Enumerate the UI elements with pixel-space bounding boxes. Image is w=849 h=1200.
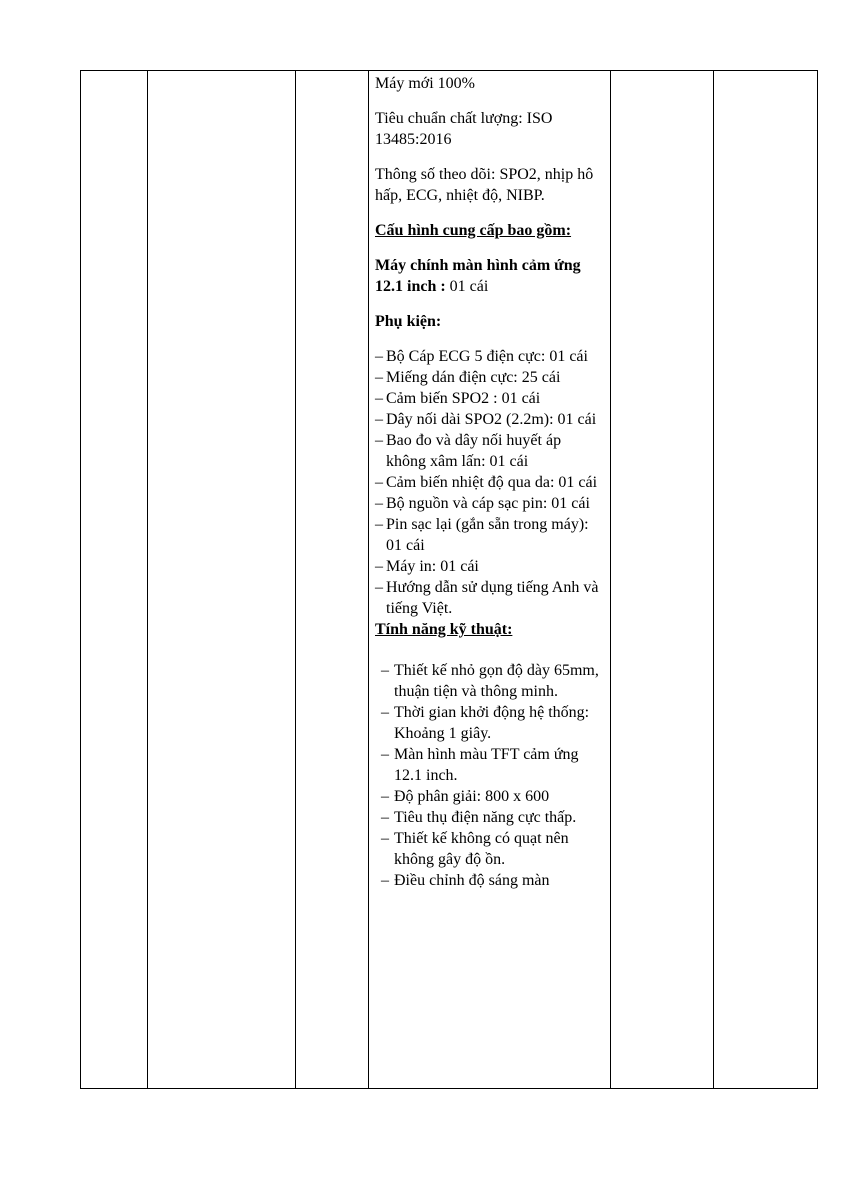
list-item: – Cảm biến SPO2 : 01 cái xyxy=(375,388,605,409)
condition-text: Máy mới 100% xyxy=(375,75,476,92)
tech-heading: Tính năng kỹ thuật: xyxy=(375,621,513,638)
list-item: – Máy in: 01 cái xyxy=(375,556,605,577)
main-unit-line xyxy=(375,255,605,297)
cell-col-3 xyxy=(296,71,369,1089)
list-item: – Thời gian khởi động hệ thống: Khoảng 1 giây. xyxy=(381,702,605,744)
list-item: – Độ phân giải: 800 x 600 xyxy=(381,786,605,807)
cell-description xyxy=(369,71,611,1089)
main-unit-label: Máy chính màn hình cảm ứng 12.1 inch : xyxy=(375,257,581,295)
list-item: – Thiết kế không có quạt nên không gây độ ồn. xyxy=(381,828,605,870)
cell-col-2 xyxy=(148,71,296,1089)
list-item: – Điều chỉnh độ sáng màn xyxy=(381,870,605,891)
main-unit-qty: 01 cái xyxy=(445,278,489,295)
accessories-heading: Phụ kiện: xyxy=(375,313,442,330)
spec-table xyxy=(80,70,818,1089)
description-content xyxy=(369,71,610,891)
list-item: – Màn hình màu TFT cảm ứng 12.1 inch. xyxy=(381,744,605,786)
cell-col-6 xyxy=(714,71,818,1089)
table-row xyxy=(81,71,818,1089)
list-item: – Hướng dẫn sử dụng tiếng Anh và tiếng Việt. xyxy=(375,577,605,619)
list-item: – Bộ nguồn và cáp sạc pin: 01 cái xyxy=(375,493,605,514)
list-item: – Thiết kế nhỏ gọn độ dày 65mm, thuận tiện và thông minh. xyxy=(381,660,605,702)
cell-col-1 xyxy=(81,71,148,1089)
cell-col-5 xyxy=(611,71,714,1089)
list-item: – Bao đo và dây nối huyết áp không xâm lấn: 01 cái xyxy=(375,430,605,472)
list-item: – Dây nối dài SPO2 (2.2m): 01 cái xyxy=(375,409,605,430)
list-item: – Bộ Cáp ECG 5 điện cực: 01 cái xyxy=(375,346,605,367)
tech-features-list xyxy=(375,660,605,891)
accessories-list xyxy=(375,346,605,619)
config-heading: Cấu hình cung cấp bao gồm: xyxy=(375,222,572,239)
list-item: – Cảm biến nhiệt độ qua da: 01 cái xyxy=(375,472,605,493)
quality-standard-text: Tiêu chuẩn chất lượng: ISO 13485:2016 xyxy=(375,110,553,148)
list-item: – Pin sạc lại (gắn sẵn trong máy): 01 cái xyxy=(375,514,605,556)
list-item: – Miếng dán điện cực: 25 cái xyxy=(375,367,605,388)
list-item: – Tiêu thụ điện năng cực thấp. xyxy=(381,807,605,828)
monitored-params-text: Thông số theo dõi: SPO2, nhịp hô hấp, ECG, nhiệt độ, NIBP. xyxy=(375,166,594,204)
